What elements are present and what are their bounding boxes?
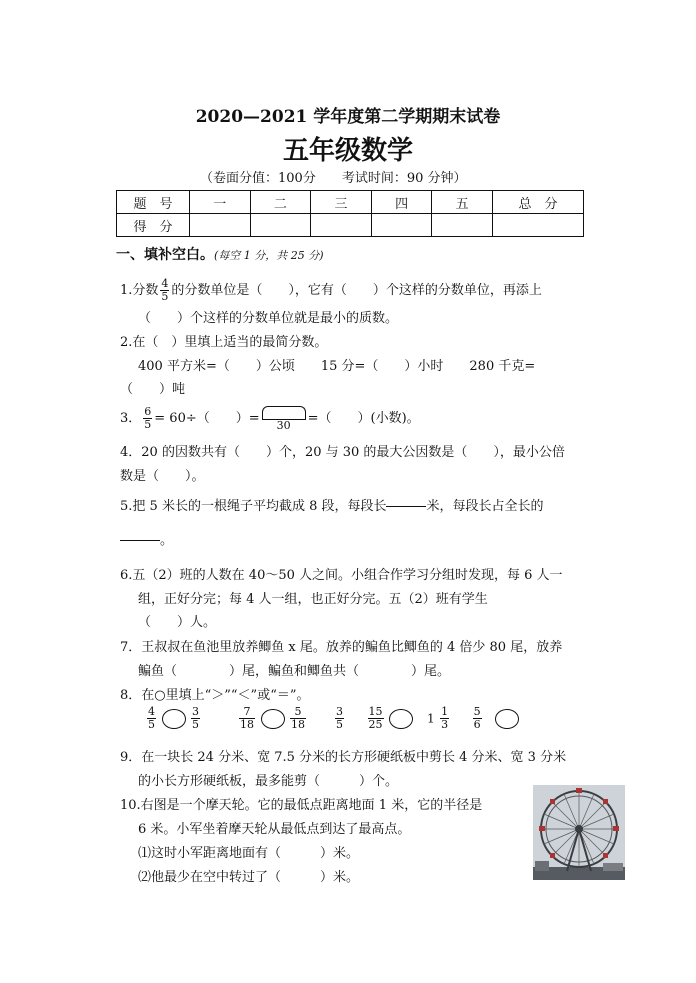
question-7-line-2: 鳊鱼（ ）尾，鳊鱼和鲫鱼共（ ）尾。 (138, 664, 451, 679)
score-table-cell: 题 号 (117, 191, 190, 214)
question-4-line-2: 数是（ ）。 (120, 469, 205, 484)
fraction (368, 706, 384, 731)
fraction-num: 4 (148, 705, 155, 718)
fraction-num-blank[interactable] (386, 498, 426, 506)
exam-info: （卷面分值：100分 考试时间：90 分钟） (200, 171, 467, 186)
question-5-line-1 (120, 498, 544, 516)
section-title-text: 一、填补空白。 (116, 247, 214, 263)
comparison-pair (237, 706, 308, 731)
fraction-num: 15 (368, 705, 383, 718)
q5-text: 米，每段长占全长的 (426, 499, 544, 514)
fraction (440, 706, 449, 731)
comparison-pair (333, 706, 413, 731)
question-1-line-2: （ ）个这样的分数单位就是最小的质数。 (138, 311, 399, 326)
score-table-score-row (117, 214, 584, 237)
fraction (147, 706, 156, 731)
q1-prefix: 1.分数 (120, 283, 159, 298)
compare-circle[interactable] (495, 709, 519, 729)
compare-circle[interactable] (162, 709, 186, 729)
fraction (160, 278, 169, 303)
fraction-den: 5 (192, 718, 199, 731)
score-blank-cell[interactable] (311, 214, 372, 237)
fraction-den: 25 (368, 718, 383, 731)
score-blank-cell[interactable] (432, 214, 493, 237)
question-2-line-3: （ ）吨 (120, 382, 186, 397)
fraction-num-blank[interactable] (120, 532, 160, 540)
score-blank-cell[interactable] (190, 214, 251, 237)
blank-fraction[interactable] (386, 498, 426, 515)
q3-prefix: 3． (120, 411, 142, 426)
fraction-den: 18 (240, 718, 254, 731)
fraction (239, 706, 255, 731)
comparison-pair (427, 706, 519, 731)
fraction-num: 6 (144, 405, 152, 418)
question-9-line-2: 的小长方形硬纸板，最多能剪（ ）个。 (138, 774, 399, 789)
grade-title: 五年级数学 (282, 136, 413, 166)
question-2-line-1: 2.在（ ）里填上适当的最简分数。 (120, 335, 328, 350)
section-1-title (116, 244, 324, 264)
question-6-line-2: 组，正好分完；每 4 人一组，也正好分完。五（2）班有学生 (138, 592, 488, 607)
fraction-den-blank[interactable] (120, 540, 160, 549)
score-table-cell: 五 (432, 191, 493, 214)
q5-text: 5.把 5 米长的一根绳子平均截成 8 段，每段长 (120, 499, 387, 514)
question-5-line-2 (120, 532, 173, 550)
q3-text: = 60÷（ ）= (154, 411, 260, 426)
fraction (191, 706, 200, 731)
fraction-den: 3 (441, 718, 449, 731)
score-table-cell: 得 分 (117, 214, 190, 237)
question-2-line-2: 400 平方米=（ ）公顷 15 分=（ ）小时 280 千克= (138, 359, 536, 374)
section-note: (每空 1 分，共 25 分) (214, 249, 324, 262)
ferris-wheel-image (533, 785, 625, 880)
fraction-num: 3 (192, 705, 199, 718)
question-8-line-1: 8．在○里填上“＞”“＜”或“＝”。 (120, 688, 310, 703)
fraction (335, 706, 344, 731)
question-10-sub-2: ⑵他最少在空中转过了（ ）米。 (138, 870, 360, 885)
comparison-pair (145, 706, 202, 731)
score-blank-cell[interactable] (250, 214, 311, 237)
score-table (116, 190, 584, 237)
compare-circle[interactable] (261, 709, 285, 729)
fraction-num: 3 (336, 705, 343, 718)
fraction-den: 5 (144, 418, 152, 431)
fraction (143, 406, 152, 431)
blank-fraction[interactable] (120, 532, 160, 549)
question-1-line-1 (120, 278, 542, 303)
question-10-sub-1: ⑴这时小军距离地面有（ ）米。 (138, 846, 360, 861)
q3-text: =（ ）(小数)。 (307, 411, 420, 426)
score-table-cell: 二 (250, 191, 311, 214)
question-6-line-1: 6.五（2）班的人数在 40～50 人之间。小组合作学习分组时发现，每 6 人一 (120, 568, 563, 583)
fraction-den: 5 (148, 718, 155, 731)
q1-text: 的分数单位是（ ），它有（ ）个这样的分数单位，再添上 (171, 283, 542, 298)
fraction-den: 18 (291, 718, 305, 731)
score-table-header-row (117, 191, 584, 214)
fraction-num-blank[interactable] (262, 406, 306, 419)
score-table-cell: 一 (190, 191, 251, 214)
question-9-line-1: 9．在一块长 24 分米、宽 7.5 分米的长方形硬纸板中剪长 4 分米、宽 3 分米 (120, 750, 567, 765)
blank-fraction[interactable] (262, 406, 306, 432)
year-title: 2020—2021 学年度第二学期期末试卷 (195, 107, 501, 127)
compare-circle[interactable] (389, 709, 413, 729)
question-10-line-2: 6 米。小军坐着摩天轮从最低点到达了最高点。 (138, 822, 411, 837)
fraction-den: 5 (161, 290, 169, 303)
question-10-line-1: 10.右图是一个摩天轮。它的最低点距离地面 1 米，它的半径是 (120, 798, 483, 813)
fraction-den: 6 (473, 718, 481, 731)
score-blank-cell[interactable] (493, 214, 584, 237)
fraction (473, 706, 482, 731)
fraction-num: 1 (441, 705, 449, 718)
fraction-den: 30 (262, 419, 306, 432)
fraction-num: 5 (473, 705, 481, 718)
fraction-num: 4 (161, 277, 169, 290)
comparison-row (145, 706, 555, 742)
question-4-line-1: 4．20 的因数共有（ ）个，20 与 30 的最大公因数是（ ），最小公倍 (120, 445, 565, 460)
question-7-line-1: 7．王叔叔在鱼池里放养鲫鱼 x 尾。放养的鳊鱼比鲫鱼的 4 倍少 80 尾，放养 (120, 640, 563, 655)
score-table-cell: 总 分 (493, 191, 584, 214)
q5-period: 。 (160, 533, 174, 548)
fraction-num: 7 (243, 705, 251, 718)
question-6-line-3: （ ）人。 (138, 615, 217, 630)
score-table-cell: 三 (311, 191, 372, 214)
mixed-whole: 1 (427, 711, 435, 726)
score-table-cell: 四 (371, 191, 432, 214)
fraction-den-blank[interactable] (386, 506, 426, 515)
fraction-den: 5 (336, 718, 343, 731)
score-blank-cell[interactable] (371, 214, 432, 237)
question-3 (120, 404, 420, 434)
fraction-num: 5 (294, 705, 302, 718)
fraction (290, 706, 306, 731)
